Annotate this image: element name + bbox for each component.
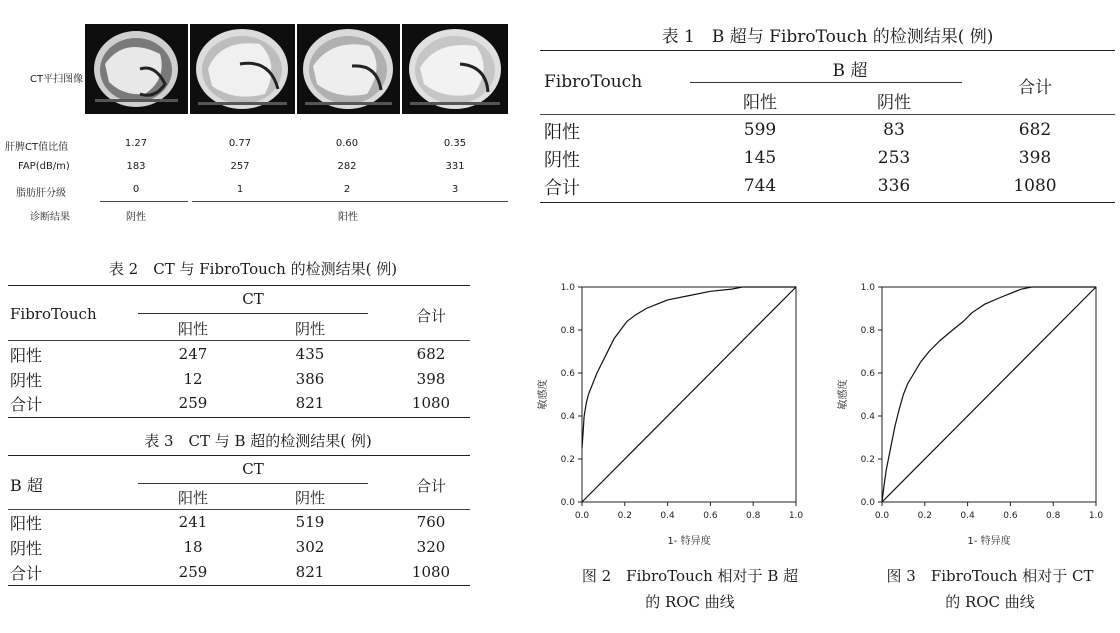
x-axis-label: 1- 特异度 (967, 536, 1011, 547)
table-cell: 83 (883, 120, 905, 140)
table-row-header: FibroTouch (544, 72, 643, 92)
table-cell: 336 (877, 176, 911, 196)
figure-caption-line: 的 ROC 曲线 (645, 593, 735, 611)
x-tick-label: 0.8 (1046, 511, 1061, 521)
y-axis-label: 敏感度 (538, 379, 549, 410)
ct-diagnosis-negative: 阴性 (126, 212, 146, 223)
reference-line (582, 287, 796, 502)
ct-figure (0, 0, 520, 230)
y-tick-label: 0.4 (560, 412, 575, 422)
table-top-rule (8, 455, 470, 456)
table-cell: 821 (295, 563, 325, 581)
table-cell: 253 (877, 148, 911, 168)
y-tick-label: 0.0 (860, 498, 875, 508)
table-row-label: 合计 (544, 178, 580, 199)
table-cell: 398 (416, 370, 446, 388)
table-cell: 145 (743, 148, 777, 168)
table-sub-rule (690, 82, 962, 83)
table-row-label: 阳性 (10, 514, 43, 533)
x-tick-label: 0.6 (703, 511, 718, 521)
table-cell: 241 (178, 513, 208, 531)
table-col-pos: 阳性 (743, 93, 777, 113)
table-row-label: 阴性 (10, 371, 43, 390)
table-caption: 表 2 CT 与 FibroTouch 的检测结果( 例) (108, 260, 398, 278)
table-col-neg: 阴性 (877, 93, 911, 113)
table-header-rule (8, 509, 470, 510)
table-row-label: 阴性 (10, 539, 43, 558)
x-tick-label: 0.4 (960, 511, 975, 521)
ct-fap-4: 331 (445, 161, 465, 172)
table-col-total: 合计 (415, 307, 446, 325)
y-tick-label: 1.0 (560, 283, 575, 293)
table-row-label: 合计 (10, 395, 43, 414)
table-row-header: B 超 (10, 476, 43, 495)
figure-caption-line: 图 3 FibroTouch 相对于 CT (886, 567, 1094, 585)
table-row-header: FibroTouch (10, 305, 97, 323)
table-cell: 259 (178, 563, 208, 581)
table-cell: 760 (416, 513, 446, 531)
ct-scan-image-3 (297, 24, 400, 114)
table-row-label: 阳性 (544, 122, 580, 143)
y-tick-label: 0.6 (560, 369, 575, 379)
roc-chart-fibrotouch-vs-bus (530, 270, 820, 560)
table-cell: 18 (183, 538, 203, 556)
x-tick-label: 1.0 (1088, 511, 1104, 521)
table-col-total: 合计 (415, 477, 446, 495)
ct-row-label-grade: 脂肪肝分级 (16, 188, 66, 199)
table-caption: 表 3 CT 与 B 超的检测结果( 例) (144, 432, 372, 450)
table-cell: 599 (743, 120, 777, 140)
y-axis-label: 敏感度 (838, 379, 849, 410)
x-tick-label: 0.2 (917, 511, 932, 521)
table-top-rule (8, 285, 470, 286)
ct-ratio-2: 0.77 (228, 138, 252, 149)
ct-row-label-diagnosis: 诊断结果 (30, 212, 70, 223)
ct-grade-4: 3 (451, 184, 459, 195)
table-cell: 386 (295, 370, 325, 388)
ct-diagnosis-positive: 阳性 (338, 212, 358, 223)
table-col-neg: 阴性 (294, 320, 325, 338)
y-tick-label: 0.0 (560, 498, 575, 508)
table-cell: 259 (178, 394, 208, 412)
table-row-label: 阴性 (544, 150, 580, 171)
ct-scan-image-2 (190, 24, 295, 114)
ct-scan-image-4 (402, 24, 508, 114)
table-cell: 1080 (1013, 176, 1057, 196)
ct-row-label-fap: FAP(dB/m) (18, 161, 70, 172)
table-cell: 302 (295, 538, 325, 556)
table-group-header: CT (242, 460, 264, 478)
ct-scan-image-1 (85, 24, 188, 114)
table-cell: 519 (295, 513, 325, 531)
figure-caption-line: 的 ROC 曲线 (945, 593, 1035, 611)
x-tick-label: 0.2 (617, 511, 632, 521)
table-col-neg: 阴性 (294, 489, 325, 507)
ct-ratio-1: 1.27 (124, 138, 148, 149)
table-cell: 398 (1018, 148, 1052, 168)
table-sub-rule (138, 483, 368, 484)
table-group-header: CT (242, 290, 264, 308)
table-caption: 表 1 B 超与 FibroTouch 的检测结果( 例) (661, 27, 994, 47)
x-tick-label: 1.0 (788, 511, 804, 521)
table-2 (8, 255, 470, 420)
table-cell: 435 (295, 345, 325, 363)
roc-chart-fibrotouch-vs-ct (830, 270, 1120, 560)
x-tick-label: 0.8 (746, 511, 761, 521)
ct-fap-2: 257 (230, 161, 250, 172)
table-cell: 1080 (411, 394, 451, 412)
table-col-total: 合计 (1018, 78, 1052, 98)
x-axis-label: 1- 特异度 (667, 536, 711, 547)
table-header-rule (540, 114, 1115, 115)
y-tick-label: 0.8 (560, 326, 575, 336)
ct-row-label-image: CT平扫图像 (30, 74, 84, 85)
ct-fap-1: 183 (126, 161, 146, 172)
ct-fap-3: 282 (337, 161, 357, 172)
table-cell: 821 (295, 394, 325, 412)
ct-ratio-3: 0.60 (335, 138, 359, 149)
x-tick-label: 0.0 (874, 511, 890, 521)
table-header-rule (8, 340, 470, 341)
reference-line (882, 287, 1096, 502)
table-cell: 682 (1018, 120, 1052, 140)
ct-diagnosis-divider-pos (192, 201, 508, 202)
table-group-header: B 超 (832, 61, 868, 81)
ct-grade-2: 1 (236, 184, 244, 195)
table-sub-rule (138, 313, 368, 314)
ct-ratio-4: 0.35 (443, 138, 467, 149)
ct-diagnosis-divider-neg (100, 201, 188, 202)
table-bottom-rule (540, 202, 1115, 203)
figure-3-caption (855, 563, 1120, 615)
roc-curve (582, 287, 796, 448)
table-3 (8, 425, 470, 590)
y-tick-label: 0.2 (560, 455, 575, 465)
y-tick-label: 0.6 (860, 369, 875, 379)
x-tick-label: 0.0 (574, 511, 590, 521)
x-tick-label: 0.6 (1003, 511, 1018, 521)
figure-caption-line: 图 2 FibroTouch 相对于 B 超 (581, 567, 799, 585)
y-tick-label: 0.2 (860, 455, 875, 465)
table-bottom-rule (8, 417, 470, 418)
table-1 (540, 0, 1120, 215)
table-col-pos: 阳性 (177, 320, 208, 338)
ct-grade-3: 2 (343, 184, 351, 195)
table-bottom-rule (8, 585, 470, 586)
y-tick-label: 0.8 (860, 326, 875, 336)
ct-grade-1: 0 (132, 184, 140, 195)
table-cell: 320 (416, 538, 446, 556)
table-col-pos: 阳性 (177, 489, 208, 507)
table-cell: 247 (178, 345, 208, 363)
table-cell: 682 (416, 345, 446, 363)
table-cell: 1080 (411, 563, 451, 581)
table-row-label: 合计 (10, 564, 43, 583)
y-tick-label: 0.4 (860, 412, 875, 422)
table-cell: 12 (183, 370, 203, 388)
x-tick-label: 0.4 (660, 511, 675, 521)
figure-2-caption (555, 563, 825, 615)
table-top-rule (540, 50, 1115, 51)
y-tick-label: 1.0 (860, 283, 875, 293)
table-cell: 744 (743, 176, 777, 196)
ct-row-label-ratio: 肝脾CT值比值 (5, 142, 69, 153)
table-row-label: 阳性 (10, 346, 43, 365)
